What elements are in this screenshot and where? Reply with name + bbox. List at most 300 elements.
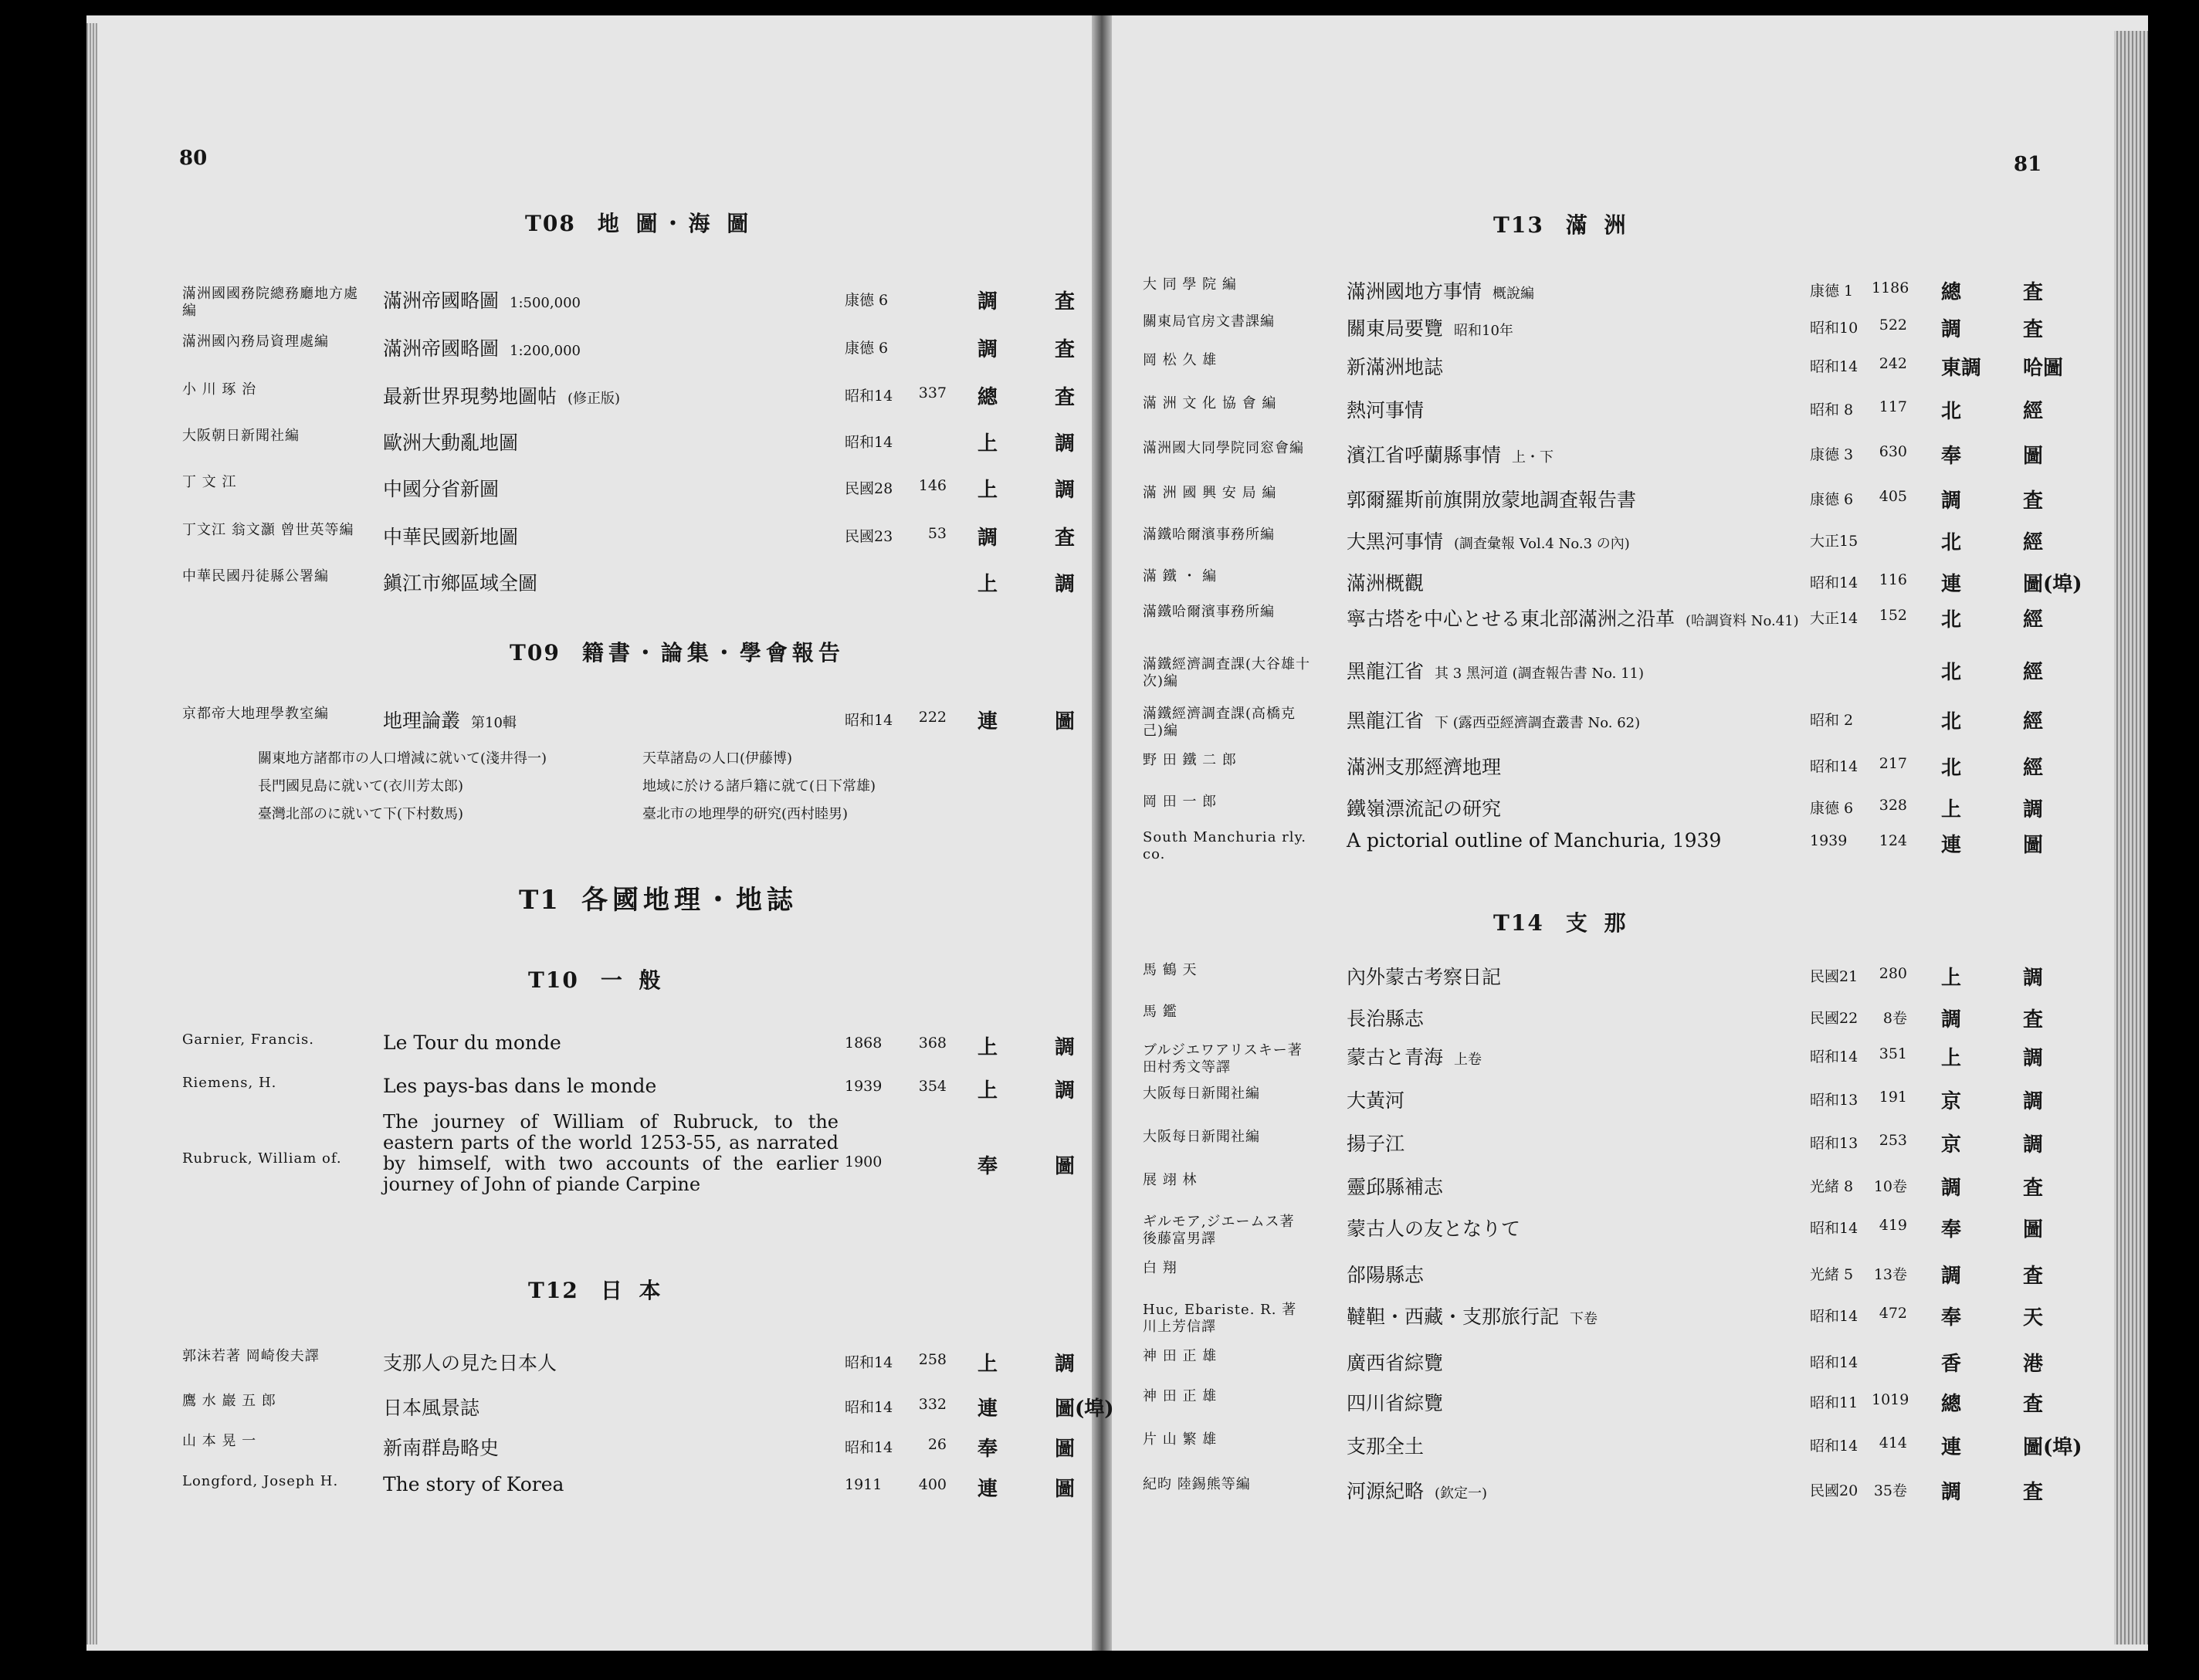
holding-location: 上 <box>978 1079 998 1102</box>
entry-author: 郭沫若著 岡崎俊夫譯 <box>182 1348 320 1364</box>
holding-location-2: 天 <box>2023 1306 2044 1329</box>
entry-year: 昭和14 <box>845 1354 893 1371</box>
entry-year: 康德 6 <box>1810 491 1854 508</box>
entry-title: 新南群島略史 <box>383 1437 500 1459</box>
entry-year: 昭和14 <box>845 1439 893 1456</box>
holding-location-2: 圖 <box>1055 1438 1076 1461</box>
entry-note: 上卷 <box>1454 1052 1482 1068</box>
holding-location: 調 <box>978 338 998 361</box>
entry-year: 昭和14 <box>1810 1220 1858 1237</box>
holding-location: 上 <box>978 479 998 502</box>
entry-title-group <box>383 474 510 502</box>
entry-author: 山 本 晃 一 <box>182 1433 257 1449</box>
holding-location: 調 <box>1941 1177 1962 1200</box>
entry-year: 昭和14 <box>845 1399 893 1416</box>
holding-location: 京 <box>1941 1133 1962 1157</box>
entry-title: A pictorial outline of Manchuria, 1939 <box>1347 829 1722 852</box>
holding-location: 調 <box>978 527 998 550</box>
holding-location-2: 調 <box>2023 1090 2044 1113</box>
entry-author: 展 翊 林 <box>1143 1172 1198 1188</box>
holding-location-2: 圖 <box>2023 445 2044 468</box>
entry-title-group <box>1347 1431 1435 1459</box>
holding-location-2: 査 <box>2023 1008 2044 1031</box>
entry-title: Le Tour du monde <box>383 1031 561 1054</box>
holding-location-2: 經 <box>2023 400 2044 423</box>
holding-location: 北 <box>1941 531 1962 554</box>
entry-year: 昭和14 <box>1810 1308 1858 1325</box>
entry-title: 滿洲支那經濟地理 <box>1347 756 1502 778</box>
entry-year: 昭和14 <box>845 712 893 729</box>
entry-pages: 253 <box>1879 1132 1907 1149</box>
entry-note: 第10輯 <box>471 715 517 731</box>
entry-year: 康德 6 <box>1810 800 1854 817</box>
section-code: T09 <box>510 640 561 666</box>
entry-year: 光緒 8 <box>1810 1178 1854 1195</box>
holding-location-2: 査 <box>1055 527 1076 550</box>
page-number: 80 <box>179 147 208 170</box>
entry-title-group <box>383 1473 574 1495</box>
entry-pages: 124 <box>1879 832 1907 849</box>
entry-title-group <box>383 428 529 456</box>
holding-location-2: 經 <box>2023 710 2044 733</box>
holding-location: 連 <box>1941 834 1962 857</box>
entry-title-group <box>1347 1004 1435 1031</box>
section-heading <box>528 964 666 994</box>
entry-title: 滿洲國地方事情 <box>1347 280 1482 303</box>
holding-location-2: 査 <box>2023 1177 2044 1200</box>
entry-title-group <box>1347 706 1640 733</box>
entry-year: 昭和11 <box>1810 1394 1858 1411</box>
entry-pages: 242 <box>1879 355 1907 372</box>
holding-location: 連 <box>978 710 998 733</box>
entry-year: 昭和14 <box>1810 574 1858 591</box>
entry-title-group <box>383 1348 568 1376</box>
entry-author: ギルモア,ジエームス著 後藤富男譯 <box>1143 1214 1295 1247</box>
entry-author: 滿 鐵 ・ 編 <box>1143 568 1218 584</box>
entry-title-group <box>383 334 581 361</box>
holding-location: 總 <box>978 386 998 409</box>
entry-author: Riemens, H. <box>182 1075 277 1091</box>
holding-location-2: 調 <box>1055 1353 1076 1376</box>
holding-location-2: 調 <box>1055 1036 1076 1059</box>
holding-location-2: 調 <box>2023 1047 2044 1070</box>
entry-author: 滿洲國大同學院同窓會編 <box>1143 440 1304 456</box>
entry-author: 神 田 正 雄 <box>1143 1388 1218 1404</box>
entry-pages: 368 <box>918 1035 947 1052</box>
holding-location: 奉 <box>1941 1218 1962 1241</box>
entry-author: 大阪每日新聞社編 <box>1143 1129 1260 1145</box>
entry-title-group <box>1347 1172 1454 1200</box>
entry-title: 滿洲帝國略圖 <box>383 337 500 360</box>
entry-title: 地理論叢 <box>383 710 461 732</box>
entry-author: 岡 田 一 郎 <box>1143 794 1218 810</box>
holding-location: 調 <box>1941 318 1962 341</box>
entry-title: 蒙古と青海 <box>1347 1046 1444 1069</box>
entry-note: (修正版) <box>568 391 621 407</box>
entry-pages: 146 <box>918 477 947 494</box>
holding-location-2: 査 <box>2023 1393 2044 1416</box>
entry-title: 黑龍江省 <box>1347 660 1425 682</box>
entry-title: 歐洲大動亂地圖 <box>383 432 519 454</box>
entry-pages: 222 <box>918 709 947 726</box>
holding-location: 連 <box>1941 573 1962 596</box>
holding-location-2: 圖 <box>1055 1478 1076 1501</box>
entry-title: 郭爾羅斯前旗開放蒙地調査報告書 <box>1347 489 1637 511</box>
entry-title: 支那全土 <box>1347 1435 1425 1458</box>
entry-year: 昭和14 <box>845 434 893 451</box>
holding-location: 總 <box>1941 281 1962 304</box>
holding-location-2: 査 <box>2023 1265 2044 1288</box>
holding-location-2: 圖 <box>2023 834 2044 857</box>
section-title: 地 圖・海 圖 <box>597 211 754 236</box>
entry-note: 其 3 黑河道 (調査報告書 No. 11) <box>1435 666 1645 682</box>
section-heading <box>525 207 753 238</box>
holding-location: 奉 <box>1941 445 1962 468</box>
holding-location: 上 <box>1941 967 1962 990</box>
entry-title-group <box>1347 440 1554 468</box>
holding-location: 北 <box>1941 710 1962 733</box>
entry-note: (調査彙報 Vol.4 No.3 の內) <box>1454 536 1630 552</box>
entry-title-group <box>1347 1388 1454 1416</box>
holding-location-2: 査 <box>1055 290 1076 313</box>
holding-location: 香 <box>1941 1353 1962 1376</box>
holding-location-2: 圖(埠) <box>2023 573 2082 596</box>
section-code: T13 <box>1493 212 1544 238</box>
entry-title-group <box>1347 1086 1415 1113</box>
entry-pages: 217 <box>1879 755 1907 772</box>
holding-location-2: 調 <box>1055 432 1076 456</box>
holding-location-2: 査 <box>2023 1481 2044 1504</box>
entry-pages: 26 <box>927 1436 947 1453</box>
entry-author: 丁 文 江 <box>182 474 237 490</box>
entry-year: 昭和14 <box>1810 358 1858 375</box>
entry-year: 康德 6 <box>845 292 889 309</box>
holding-location: 調 <box>1941 1265 1962 1288</box>
sub-entry: 臺灣北部のに就いて下(下村数馬) <box>258 806 464 822</box>
entry-title: 河源紀略 <box>1347 1480 1425 1502</box>
sub-entry: 地域に於ける諸戶籍に就て(日下常雄) <box>642 778 876 794</box>
entry-title: 四川省綜覽 <box>1347 1392 1444 1414</box>
entry-title: 鐵嶺漂流記の研究 <box>1347 798 1502 820</box>
section-code: T14 <box>1493 910 1544 936</box>
entry-year: 1939 <box>845 1078 883 1095</box>
entry-title-group <box>383 286 581 313</box>
holding-location: 奉 <box>978 1155 998 1178</box>
entry-author: 滿洲國國務院總務廳地方處編 <box>182 286 358 319</box>
entry-title-group <box>383 706 517 733</box>
entry-title: The journey of William of Rubruck, to the eastern parts of the world 1253-55, as narrated by himself, with two accounts of the earlier journey of John of piande Carpine <box>383 1111 839 1195</box>
entry-year: 昭和14 <box>1810 1048 1858 1065</box>
entry-pages: 400 <box>918 1476 947 1493</box>
holding-location-2: 經 <box>2023 757 2044 780</box>
holding-location: 上 <box>978 432 998 456</box>
entry-title-group <box>1347 1348 1454 1376</box>
holding-location: 連 <box>978 1478 998 1501</box>
holding-location: 連 <box>978 1397 998 1421</box>
holding-location-2: 哈圖 <box>2023 357 2064 380</box>
entry-title: 靈邱縣補志 <box>1347 1176 1444 1198</box>
entry-year: 民國23 <box>845 528 893 545</box>
entry-note: (欽定一) <box>1435 1485 1488 1502</box>
entry-title-group <box>1347 527 1630 554</box>
entry-pages: 405 <box>1879 488 1907 505</box>
entry-year: 康德 1 <box>1810 283 1854 300</box>
holding-location-2: 經 <box>2023 661 2044 684</box>
entry-author: 白 翔 <box>1143 1260 1177 1276</box>
entry-author: Huc, Ebariste. R. 著 川上芳信譯 <box>1143 1302 1297 1335</box>
entry-author: 滿鐵經濟調査課(高橋克己)編 <box>1143 706 1296 739</box>
sub-entry: 關東地方諸都市の人口增減に就いて(淺井得一) <box>258 750 547 767</box>
section-title: 滿 洲 <box>1565 212 1631 238</box>
entry-author: 鷹 水 巖 五 郎 <box>182 1393 276 1409</box>
entry-title-group <box>1347 276 1534 304</box>
entry-author: 大 同 學 院 編 <box>1143 276 1237 293</box>
entry-title: 支那人の見た日本人 <box>383 1352 557 1374</box>
holding-location: 北 <box>1941 661 1962 684</box>
holding-location: 京 <box>1941 1090 1962 1113</box>
holding-location: 調 <box>1941 489 1962 513</box>
entry-title-group <box>1347 1476 1487 1504</box>
holding-location: 上 <box>978 1353 998 1376</box>
entry-title: 長治縣志 <box>1347 1008 1425 1030</box>
section-title: 籍書・論集・學會報告 <box>581 640 845 666</box>
entry-pages: 1019 <box>1872 1391 1909 1408</box>
entry-title-group <box>1347 604 1799 632</box>
entry-pages: 116 <box>1879 571 1907 588</box>
entry-author: 京都帝大地理學教室編 <box>182 706 329 722</box>
entry-author: 丁文江 翁文灝 曾世英等編 <box>182 522 354 538</box>
entry-year: 1868 <box>845 1035 883 1052</box>
entry-year: 民國21 <box>1810 968 1858 985</box>
entry-pages: 152 <box>1879 607 1907 624</box>
entry-pages: 351 <box>1879 1045 1907 1062</box>
entry-year: 昭和13 <box>1810 1135 1858 1152</box>
entry-title: 內外蒙古考察日記 <box>1347 966 1502 988</box>
entry-pages: 337 <box>918 384 947 401</box>
entry-pages: 53 <box>927 525 947 542</box>
entry-pages: 191 <box>1879 1089 1907 1106</box>
entry-title-group <box>1347 1214 1531 1241</box>
section-code: T08 <box>525 211 576 236</box>
entry-year: 昭和 2 <box>1810 712 1854 729</box>
entry-author: 中華民國丹徒縣公署編 <box>182 568 329 584</box>
entry-author: Garnier, Francis. <box>182 1031 315 1048</box>
sub-entry: 天草諸島の人口(伊藤博) <box>642 750 793 767</box>
holding-location-2: 査 <box>1055 386 1076 409</box>
entry-title-group <box>383 568 548 596</box>
entry-pages: 332 <box>918 1396 947 1413</box>
entry-note: 上・下 <box>1512 449 1554 466</box>
entry-title: 新滿洲地誌 <box>1347 356 1444 378</box>
entry-year: 1900 <box>845 1153 883 1170</box>
entry-title: 鎭江市鄉區域全圖 <box>383 572 538 594</box>
entry-title: 中華民國新地圖 <box>383 526 519 548</box>
section-heading <box>1493 906 1631 937</box>
entry-title: 大黑河事情 <box>1347 530 1444 553</box>
entry-author: 滿 洲 文 化 協 會 編 <box>1143 395 1277 412</box>
entry-title-group <box>1347 1129 1415 1157</box>
entry-year: 民國20 <box>1810 1482 1858 1499</box>
entry-title: 滿洲概觀 <box>1347 572 1425 594</box>
left-page-edge <box>86 23 97 1644</box>
entry-pages: 280 <box>1879 965 1907 982</box>
section-title: 各國地理・地誌 <box>581 885 798 916</box>
entry-year: 1911 <box>845 1476 883 1493</box>
entry-title: 廣西省綜覽 <box>1347 1352 1444 1374</box>
entry-title-group <box>1347 962 1512 990</box>
entry-pages: 117 <box>1879 398 1907 415</box>
entry-author: Longford, Joseph H. <box>182 1473 339 1489</box>
entry-pages: 328 <box>1879 797 1907 814</box>
entry-author: 大阪朝日新聞社編 <box>182 428 300 444</box>
holding-location: 調 <box>1941 1481 1962 1504</box>
entry-author: 岡 松 久 雄 <box>1143 352 1218 368</box>
holding-location: 上 <box>978 1036 998 1059</box>
entry-pages: 522 <box>1879 317 1907 334</box>
entry-author: 神 田 正 雄 <box>1143 1348 1218 1364</box>
entry-pages: 1186 <box>1872 279 1909 296</box>
entry-title: 中國分省新圖 <box>383 478 500 500</box>
entry-title-group <box>383 1031 572 1054</box>
holding-location-2: 圖(埠) <box>2023 1436 2082 1459</box>
entry-year: 昭和14 <box>1810 758 1858 775</box>
holding-location: 上 <box>1941 798 1962 821</box>
entry-title: 關東局要覽 <box>1347 317 1444 340</box>
entry-pages: 630 <box>1879 443 1907 460</box>
entry-year: 昭和14 <box>1810 1354 1858 1371</box>
entry-author: 野 田 鐵 二 郎 <box>1143 752 1237 768</box>
holding-location-2: 査 <box>1055 338 1076 361</box>
entry-title: 濱江省呼蘭縣事情 <box>1347 444 1502 466</box>
entry-pages: 472 <box>1879 1305 1907 1322</box>
entry-title: 日本風景誌 <box>383 1397 480 1419</box>
entry-pages: 13卷 <box>1873 1266 1907 1283</box>
entry-title-group <box>383 1393 490 1421</box>
holding-location-2: 圖 <box>2023 1218 2044 1241</box>
entry-title-group <box>383 381 620 409</box>
holding-location: 上 <box>1941 1047 1962 1070</box>
entry-author: 馬 鶴 天 <box>1143 962 1198 978</box>
holding-location: 東調 <box>1941 357 1982 380</box>
section-title: 日 本 <box>600 1278 666 1303</box>
entry-title-group <box>383 1433 510 1461</box>
entry-year: 1939 <box>1810 832 1848 849</box>
entry-title-group <box>1347 313 1513 341</box>
entry-pages: 8卷 <box>1882 1010 1907 1027</box>
entry-title: 韃靼・西藏・支那旅行記 <box>1347 1306 1560 1328</box>
holding-location-2: 港 <box>2023 1353 2044 1376</box>
entry-title-group <box>1347 1302 1598 1329</box>
entry-title: 滿洲帝國略圖 <box>383 290 500 312</box>
entry-author: Rubruck, William of. <box>182 1150 342 1167</box>
holding-location-2: 調 <box>1055 479 1076 502</box>
entry-author: 關東局官房文書課編 <box>1143 313 1275 330</box>
entry-author: 大阪每日新聞社編 <box>1143 1086 1260 1102</box>
entry-title: 最新世界現勢地圖帖 <box>383 385 557 408</box>
entry-author: ブルジエワアリスキー著 田村秀文等譯 <box>1143 1042 1303 1075</box>
entry-author: 滿洲國內務局資理處編 <box>182 334 329 350</box>
entry-title: 寧古塔を中心とせる東北部滿洲之沿革 <box>1347 608 1676 630</box>
entry-year: 民國22 <box>1810 1010 1858 1027</box>
entry-author: 滿 洲 國 興 安 局 編 <box>1143 485 1277 501</box>
entry-title-group <box>1347 794 1512 821</box>
holding-location-2: 經 <box>2023 608 2044 632</box>
entry-note: 概說編 <box>1493 286 1535 302</box>
section-heading <box>519 879 798 916</box>
sub-entry: 臺北市の地理學的研究(西村睦男) <box>642 806 849 822</box>
holding-location-2: 圖(埠) <box>1055 1397 1114 1421</box>
entry-note: 1:200,000 <box>510 343 581 359</box>
entry-author: 小 川 琢 治 <box>182 381 257 398</box>
entry-title-group <box>1347 352 1454 380</box>
entry-title: 蒙古人の友となりて <box>1347 1218 1521 1240</box>
entry-year: 昭和13 <box>1810 1092 1858 1109</box>
holding-location-2: 圖 <box>1055 1155 1076 1178</box>
entry-author: 紀昀 陸錫熊等編 <box>1143 1476 1251 1492</box>
entry-author: 滿鐵經濟調査課(大谷雄十次)編 <box>1143 656 1311 689</box>
right-page-edge <box>2114 31 2148 1644</box>
holding-location-2: 調 <box>1055 1079 1076 1102</box>
entry-author: 滿鐵哈爾濱事務所編 <box>1143 604 1275 620</box>
holding-location: 北 <box>1941 757 1962 780</box>
holding-location: 總 <box>1941 1393 1962 1416</box>
entry-title: 大黃河 <box>1347 1089 1405 1112</box>
holding-location-2: 査 <box>2023 318 2044 341</box>
entry-title-group <box>383 1075 667 1097</box>
entry-year: 昭和 8 <box>1810 401 1854 418</box>
entry-title: The story of Korea <box>383 1473 564 1495</box>
holding-location: 調 <box>978 290 998 313</box>
entry-author: South Manchuria rly. co. <box>1143 829 1307 862</box>
holding-location: 北 <box>1941 608 1962 632</box>
entry-note: 下 (露西亞經濟調査叢書 No. 62) <box>1435 715 1641 731</box>
entry-title-group <box>1347 1260 1435 1288</box>
entry-pages: 35卷 <box>1873 1482 1907 1499</box>
entry-title-group <box>1347 568 1435 596</box>
entry-year: 民國28 <box>845 480 893 497</box>
entry-author: 馬 鑑 <box>1143 1004 1177 1020</box>
holding-location-2: 調 <box>2023 967 2044 990</box>
entry-year: 昭和14 <box>1810 1438 1858 1455</box>
page-number: 81 <box>2014 153 2042 176</box>
holding-location-2: 調 <box>1055 573 1076 596</box>
sub-entry: 長門國見島に就いて(衣川芳太郎) <box>258 778 464 794</box>
entry-note: 1:500,000 <box>510 295 581 311</box>
holding-location: 北 <box>1941 400 1962 423</box>
section-heading <box>528 1274 666 1305</box>
holding-location-2: 經 <box>2023 531 2044 554</box>
section-code: T12 <box>528 1278 579 1303</box>
entry-year: 康德 6 <box>845 340 889 357</box>
holding-location-2: 査 <box>2023 281 2044 304</box>
entry-title-group <box>1347 656 1644 684</box>
section-code: T1 <box>519 885 560 916</box>
holding-location-2: 圖 <box>1055 710 1076 733</box>
entry-title-group <box>1347 752 1512 780</box>
entry-title-group <box>383 522 529 550</box>
entry-author: 片 山 繁 雄 <box>1143 1431 1218 1448</box>
entry-year: 昭和14 <box>845 388 893 405</box>
section-heading <box>510 636 845 667</box>
holding-location: 上 <box>978 573 998 596</box>
entry-year: 光緒 5 <box>1810 1266 1854 1283</box>
entry-year: 昭和10 <box>1810 320 1858 337</box>
holding-location: 連 <box>1941 1436 1962 1459</box>
entry-title-group <box>1347 485 1647 513</box>
holding-location: 奉 <box>1941 1306 1962 1329</box>
entry-note: (哈調資料 No.41) <box>1686 613 1799 629</box>
entry-pages: 414 <box>1879 1434 1907 1451</box>
